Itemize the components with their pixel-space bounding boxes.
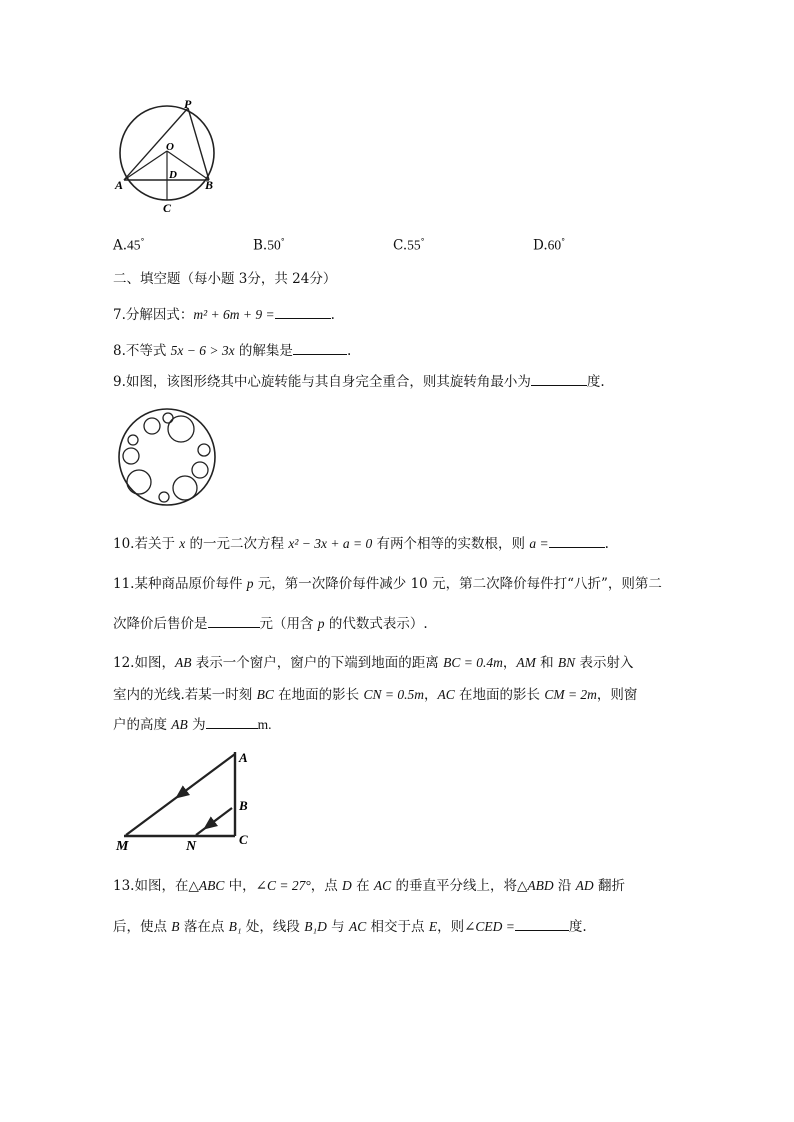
label-m: M (116, 839, 129, 854)
label-b: B (205, 178, 214, 192)
question-12-line-3: 户的高度 AB 为 m. (113, 717, 272, 733)
question-12-line-2: 室内的光线.若某一时刻 BC 在地面的影长 CN = 0.5m，AC 在地面的影长 CM = 2m，则窗 (113, 687, 638, 703)
question-8: 8.不等式 5x − 6 > 3x 的解集是 . (113, 343, 352, 359)
question-7: 7.分解因式：m² + 6m + 9 = . (113, 307, 335, 323)
label-b: B (239, 798, 248, 813)
label-a: A (115, 178, 124, 192)
question-13-line-1: 13.如图，在△ABC 中，∠C = 27°，点 D 在 AC 的垂直平分线上，将△ABD 沿 AD 翻折 (113, 878, 625, 894)
rotation-circles-figure (114, 404, 220, 510)
q6-option-a: A.45° (113, 237, 145, 254)
circle-triangle-figure (112, 98, 222, 216)
question-11-line-1: 11.某种商品原价每件 p 元，第一次降价每件减少 10 元，第二次降价每件打“八折”，则第二 (113, 576, 662, 592)
answer-blank[interactable] (515, 918, 569, 931)
label-d: D (169, 169, 177, 181)
answer-blank[interactable] (531, 373, 587, 386)
answer-blank[interactable] (549, 535, 605, 548)
label-c: C (163, 201, 172, 215)
question-10: 10.若关于 x 的一元二次方程 x² − 3x + a = 0 有两个相等的实数根，则 a = . (113, 536, 609, 552)
question-9: 9.如图，该图形绕其中心旋转能与其自身完全重合，则其旋转角最小为 度. (113, 374, 605, 390)
q6-option-c: C.55° (393, 237, 425, 254)
window-shadow-figure (112, 746, 262, 858)
answer-blank[interactable] (275, 306, 331, 319)
answer-blank[interactable] (206, 716, 258, 729)
question-13-line-2: 后，使点 B 落在点 B₁ 处，线段 B₁D 与 AC 相交于点 E，则∠CED = 度. (113, 919, 587, 935)
section-2-title: 二、填空题（每小题 3分，共 24分） (113, 271, 337, 287)
label-n: N (186, 839, 197, 854)
q6-option-d: D.60° (533, 237, 566, 254)
label-p: P (184, 98, 192, 111)
label-o: O (166, 141, 174, 153)
label-c: C (239, 832, 248, 847)
question-12-line-1: 12.如图，AB 表示一个窗户，窗户的下端到地面的距离 BC = 0.4m，AM 和 BN 表示射入 (113, 655, 634, 671)
label-a: A (239, 750, 248, 765)
question-11-line-2: 次降价后售价是 元（用含 p 的代数式表示）. (113, 616, 428, 632)
answer-blank[interactable] (293, 342, 347, 355)
q6-option-b: B.50° (253, 237, 285, 254)
answer-blank[interactable] (208, 615, 260, 628)
